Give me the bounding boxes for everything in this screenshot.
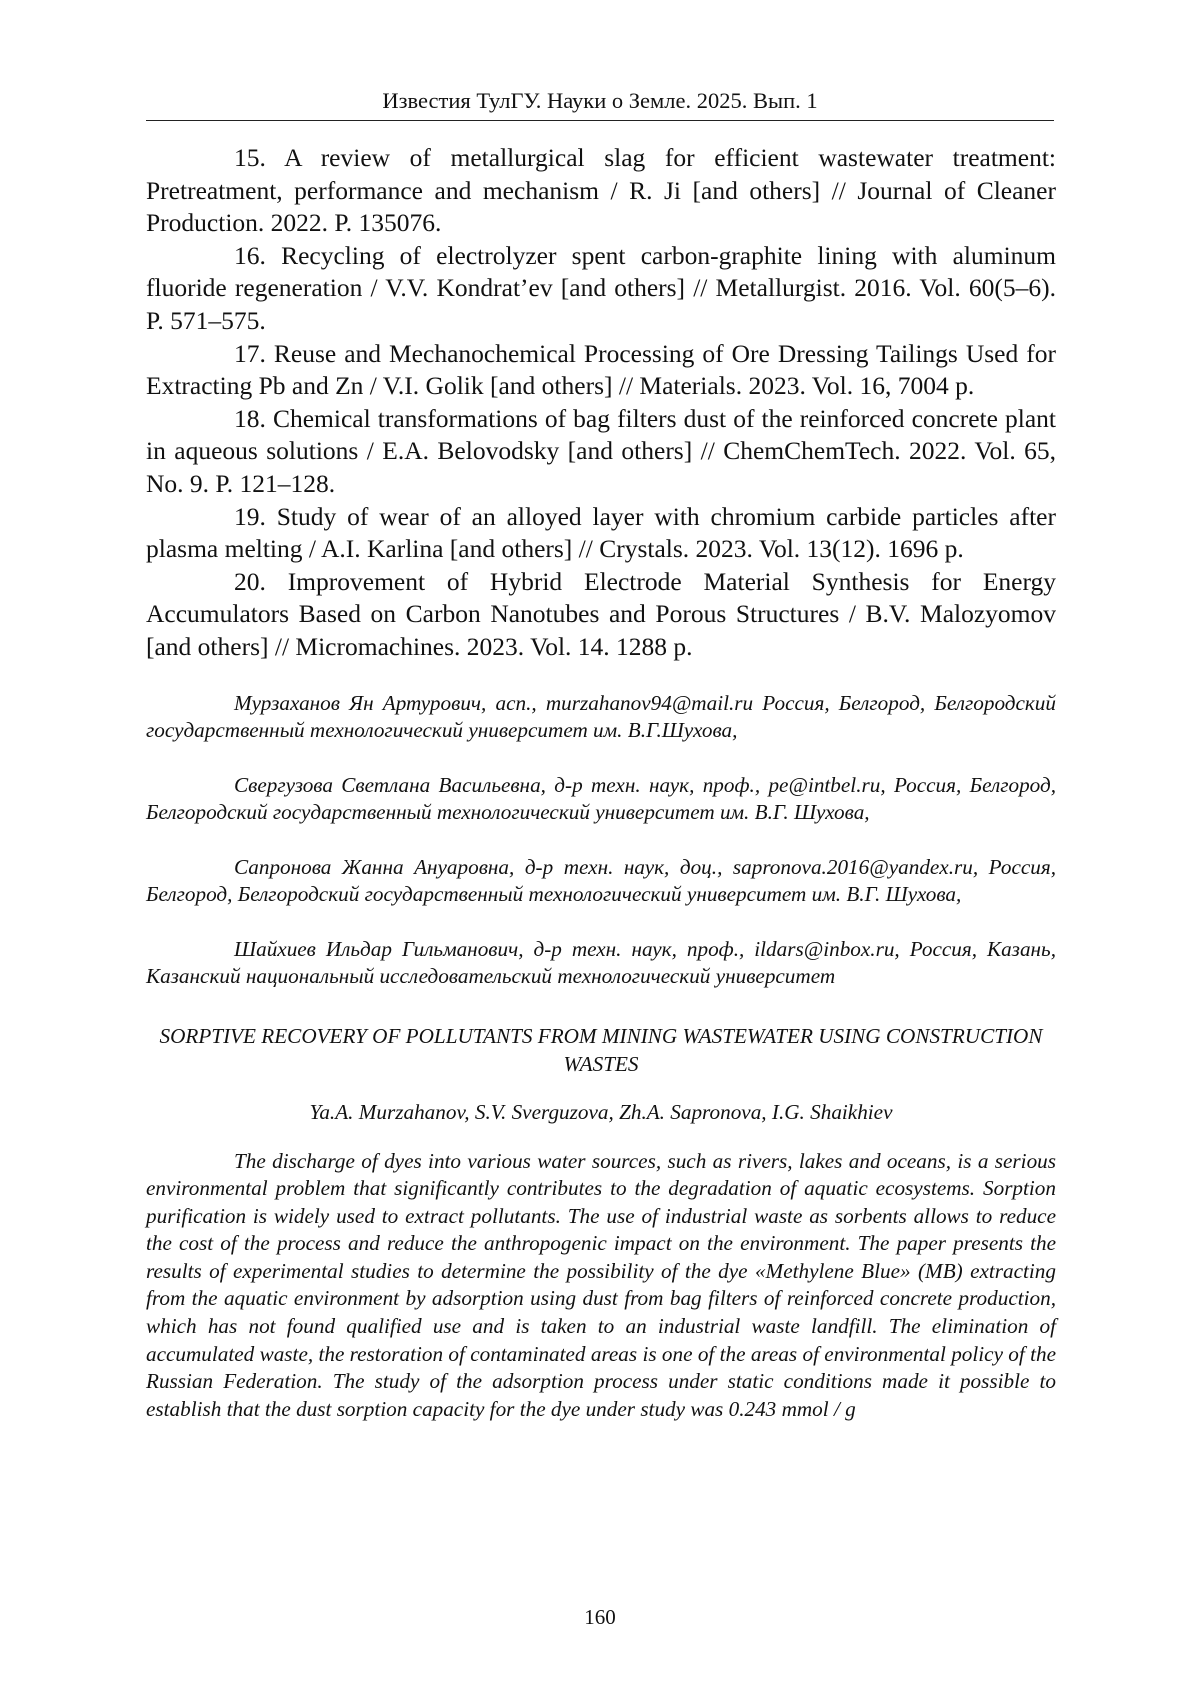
reference-item-19: 19. Study of wear of an alloyed layer with chromium carbide particles after plasma melting / A.I. Karlina [and others] // Crystals. 2023. Vol. 13(12). 1696 p. [146, 501, 1056, 564]
reference-item-15: 15. A review of metallurgical slag for efficient wastewater treatment: Pretreatment, performance and mechanism / R. Ji [and others] // Journal of Cleaner Production. 2022. P. 135076. [146, 143, 1056, 238]
page-content [146, 142, 1056, 1423]
author-info-shaikhiev: Шайхиев Ильдар Гильманович, д-р техн. наук, проф., ildars@inbox.ru, Россия, Казань, Казанский национальный исследовательский технологический университет [146, 936, 1056, 988]
reference-item-16: 16. Recycling of electrolyzer spent carbon-graphite lining with aluminum fluoride regeneration / V.V. Kondrat’ev [and others] // Metallurgist. 2016. Vol. 60(5–6). P. 571–575. [146, 240, 1056, 335]
reference-item-18: 18. Chemical transformations of bag filters dust of the reinforced concrete plant in aqueous solutions / E.A. Belovodsky [and others] // ChemChemTech. 2022. Vol. 65, No. 9. P. 121–128. [146, 403, 1056, 498]
reference-list [146, 142, 1056, 664]
page-number: 160 [584, 1605, 616, 1629]
author-info-sapronova: Сапронова Жанна Ануаровна, д-р техн. наук, доц., sapronova.2016@yandex.ru, Россия, Белгород, Белгородский государственный технологический университет им. В.Г. Шухова, [146, 854, 1056, 906]
reference-item-17: 17. Reuse and Mechanochemical Processing of Ore Dressing Tailings Used for Extracting Pb and Zn / V.I. Golik [and others] // Materials. 2023. Vol. 16, 7004 p. [146, 338, 1056, 401]
running-header: Известия ТулГУ. Науки о Земле. 2025. Вып. 1 [146, 86, 1054, 121]
author-info-murzahanov: Мурзаханов Ян Артурович, асп., murzahanov94@mail.ru Россия, Белгород, Белгородский государственный технологический университет им. В.Г.Шухова, [146, 690, 1056, 742]
author-info-sverguzova: Свергузова Светлана Васильевна, д-р техн. наук, проф., pe@intbel.ru, Россия, Белгород, Белгородский государственный технологический университет им. В.Г. Шухова, [146, 772, 1056, 824]
author-info-block [146, 690, 1056, 990]
english-abstract: The discharge of dyes into various water sources, such as rivers, lakes and oceans, is a serious environmental problem that significantly contributes to the degradation of aquatic ecosystems. Sorption purification is widely used to extract pollutants. The use of industrial waste as sorbents allows to reduce the cost of the process and reduce the anthropogenic impact on the environment. The paper presents the results of experimental studies to determine the possibility of the dye «Methylene Blue» (MB) extracting from the aquatic environment by adsorption using dust from bag filters of reinforced concrete production, which has not found qualified use and is taken to an industrial waste landfill. The elimination of accumulated waste, the restoration of contaminated areas is one of the areas of environmental policy of the Russian Federation. The study of the adsorption process under static conditions made it possible to establish that the dust sorption capacity for the dye under study was 0.243 mmol / g [146, 1148, 1056, 1421]
english-article-title: SORPTIVE RECOVERY OF POLLUTANTS FROM MINING WASTEWATER USING CONSTRUCTION WASTES [159, 1023, 1043, 1076]
reference-item-20: 20. Improvement of Hybrid Electrode Material Synthesis for Energy Accumulators Based on Carbon Nanotubes and Porous Structures / B.V. Malozyomov [and others] // Micromachines. 2023. Vol. 14. 1288 p. [146, 566, 1056, 661]
english-author-line: Ya.A. Murzahanov, S.V. Sverguzova, Zh.A. Sapronova, I.G. Shaikhiev [309, 1099, 893, 1124]
